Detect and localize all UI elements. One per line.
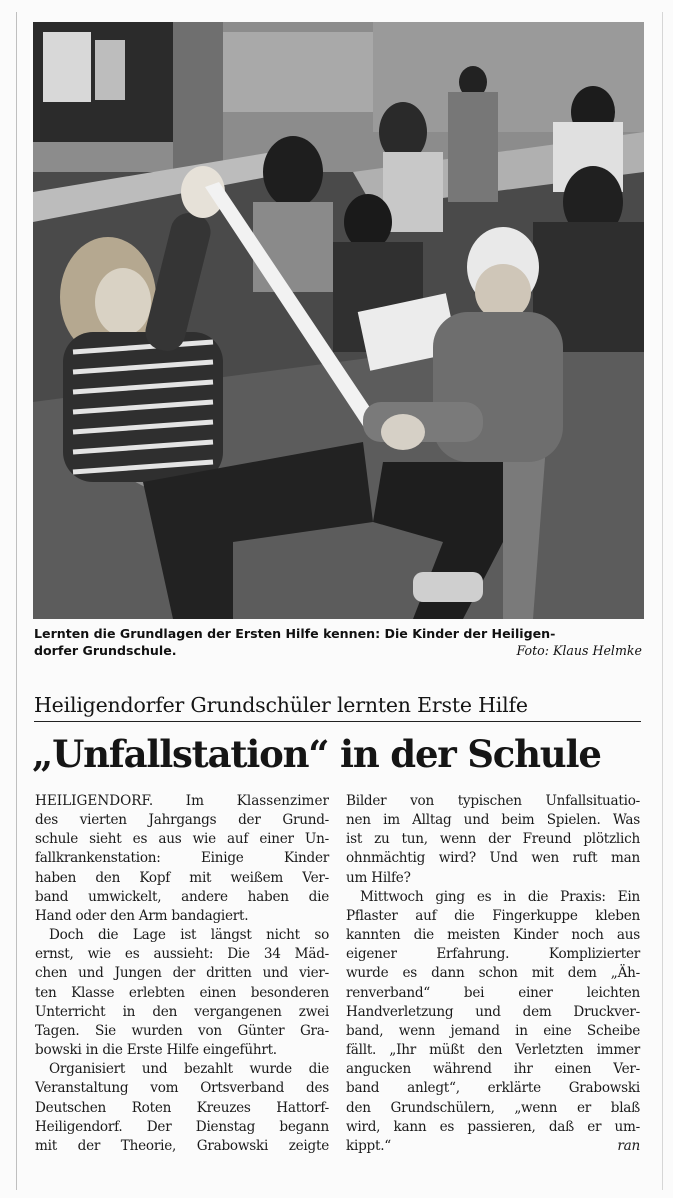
text-line: band umwickelt, andere haben die xyxy=(35,888,329,905)
text-line: wurde es dann schon mit dem „Äh- xyxy=(346,965,640,982)
text-line: kippt.“ xyxy=(346,1137,391,1154)
text-line: Handverletzung und dem Druckver- xyxy=(346,1003,640,1020)
photo-illustration xyxy=(33,22,644,619)
text-line: Veranstaltung vom Ortsverband des xyxy=(35,1080,329,1097)
text-line: Organisiert und bezahlt wurde die xyxy=(49,1061,329,1078)
article-headline: „Unfallstation“ in der Schule xyxy=(32,732,601,776)
text-line: Tagen. Sie wurden von Günter Gra- xyxy=(35,1022,329,1039)
text-line: um Hilfe? xyxy=(346,869,411,886)
text-line: wird, kann es passieren, daß er um- xyxy=(346,1118,640,1135)
text-line: ten Klasse erlebten einen besonderen xyxy=(35,984,329,1001)
text-line: fallkrankenstation: Einige Kinder xyxy=(35,850,329,867)
article-kicker: Heiligendorfer Grundschüler lernten Erste Hilfe xyxy=(34,693,528,717)
text-line: haben den Kopf mit weißem Ver- xyxy=(35,869,329,886)
text-line: chen und Jungen der dritten und vier- xyxy=(35,965,329,982)
text-line: band, wenn jemand in eine Scheibe xyxy=(346,1022,640,1039)
text-line: renverband“ bei einer leichten xyxy=(346,984,640,1001)
text-line: Hand oder den Arm bandagiert. xyxy=(35,907,249,924)
text-line: fällt. „Ihr müßt den Verletzten immer xyxy=(346,1042,640,1059)
caption-line-2: dorfer Grundschule. xyxy=(34,643,177,658)
text-line: Unterricht in den vergangenen zwei xyxy=(35,1003,329,1020)
text-line: ist zu tun, wenn der Freund plötzlich xyxy=(346,831,640,848)
text-line: nen im Alltag und beim Spielen. Was xyxy=(346,812,640,829)
text-line: den Grundschülern, „wenn er blaß xyxy=(346,1099,640,1116)
text-line-with-signature xyxy=(346,1137,640,1156)
caption-line-1: Lernten die Grundlagen der Ersten Hilfe kennen: Die Kinder der Heiligen- xyxy=(34,626,556,641)
text-line: ohnmächtig wird? Und wen ruft man xyxy=(346,850,640,867)
text-line: angucken während ihr einen Ver- xyxy=(346,1061,640,1078)
classroom-photo xyxy=(33,22,644,619)
text-line: band anlegt“, erklärte Grabowski xyxy=(346,1080,640,1097)
text-line: schule sieht es aus wie auf einer Un- xyxy=(35,831,329,848)
text-line: eigener Erfahrung. Komplizierter xyxy=(346,946,640,963)
text-line: Deutschen Roten Kreuzes Hattorf- xyxy=(35,1099,329,1116)
author-signature: ran xyxy=(617,1137,640,1154)
photo-credit: Foto: Klaus Helmke xyxy=(516,643,642,658)
article-column-right xyxy=(346,792,640,1156)
text-line: des vierten Jahrgangs der Grund- xyxy=(35,812,329,829)
text-line: Pflaster auf die Fingerkuppe kleben xyxy=(346,907,640,924)
text-line: ernst, wie es aussieht: Die 34 Mäd- xyxy=(35,946,329,963)
text-line: Heiligendorf. Der Dienstag begann xyxy=(35,1118,329,1135)
text-line: HEILIGENDORF. Im Klassenzimer xyxy=(35,793,329,809)
text-line: kannten die meisten Kinder noch aus xyxy=(346,927,640,944)
text-line: Doch die Lage ist längst nicht so xyxy=(49,927,329,944)
kicker-rule xyxy=(34,721,641,722)
text-line: bowski in die Erste Hilfe eingeführt. xyxy=(35,1042,277,1059)
text-line: Mittwoch ging es in die Praxis: Ein xyxy=(360,888,640,905)
article-column-left xyxy=(35,792,329,1156)
text-line: mit der Theorie, Grabowski zeigte xyxy=(35,1137,329,1154)
photo-caption xyxy=(34,625,642,659)
text-line: Bilder von typischen Unfallsituatio- xyxy=(346,793,640,809)
